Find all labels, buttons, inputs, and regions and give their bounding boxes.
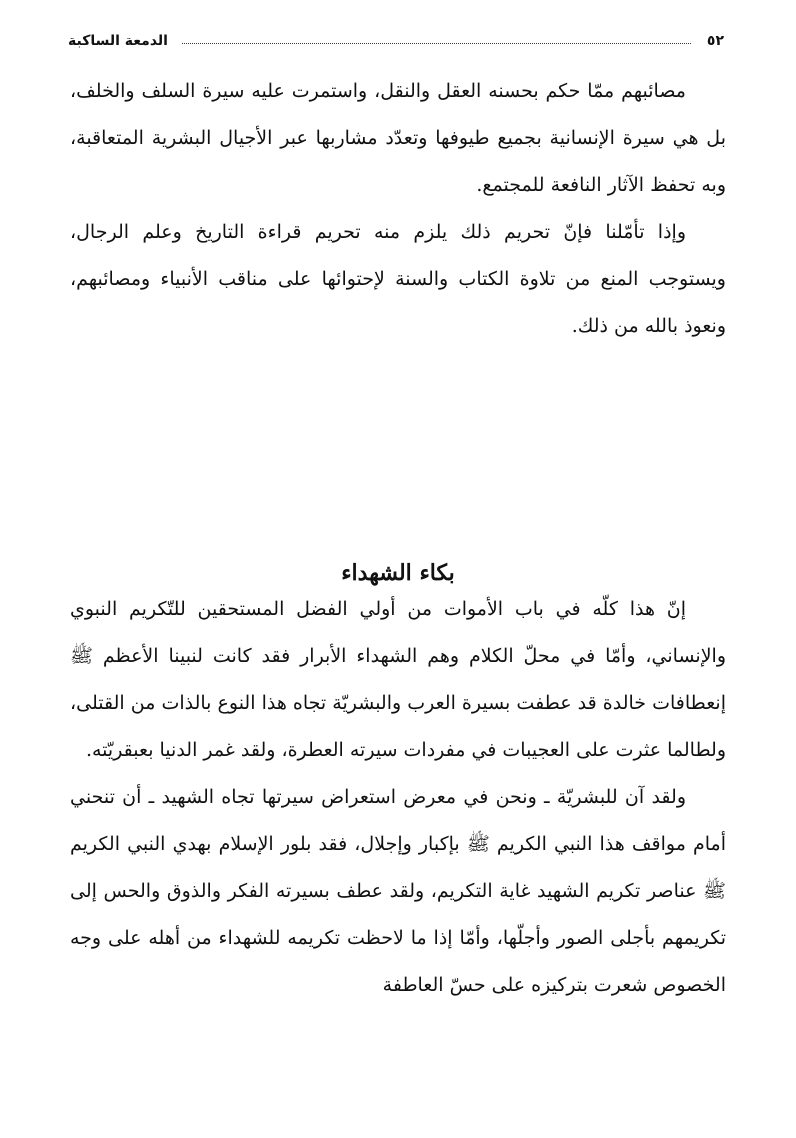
section-body bbox=[70, 586, 726, 1009]
header-dotted-rule bbox=[182, 43, 691, 44]
paragraph: إنّ هذا كلّه في باب الأموات من أولي الفضل المستحقين للتّكريم النبوي والإنساني، وأمّا في محلّ الكلام وهم الشهداء الأبرار فقد كانت لنبينا الأعظم ﷺ إنعطافات خالدة قد عطفت بسيرة العرب والبشريّة تجاه هذا النوع بالذات من القتلى، ولطالما عثرت على العجيبات في مفردات سيرته العطرة، ولقد غمر الدنيا بعبقريّته. bbox=[70, 598, 726, 761]
section-title: بكاء الشهداء bbox=[341, 560, 455, 587]
book-title: الدمعة الساكبة bbox=[68, 33, 168, 49]
running-header bbox=[68, 30, 724, 52]
page-number: ٥٢ bbox=[706, 33, 724, 49]
paragraph: مصائبهم ممّا حكم بحسنه العقل والنقل، واستمرت عليه سيرة السلف والخلف، بل هي سيرة الإنسانية بجميع طيوفها وتعدّد مشاربها عبر الأجيال البشرية المتعاقبة، وبه تحفظ الآثار النافعة للمجتمع. bbox=[70, 80, 726, 196]
paragraph: وإذا تأمّلنا فإنّ تحريم ذلك يلزم منه تحريم قراءة التاريخ وعلم الرجال، ويستوجب المنع من تلاوة الكتاب والسنة لإحتوائها على مناقب الأنبياء ومصائبهم، ونعوذ بالله من ذلك. bbox=[70, 221, 726, 337]
top-text-block bbox=[70, 68, 726, 350]
paragraph: ولقد آن للبشريّة ـ ونحن في معرض استعراض سيرتها تجاه الشهيد ـ أن تنحني أمام مواقف هذا النبي الكريم ﷺ بإكبار وإجلال، فقد بلور الإسلام بهدي النبي الكريم ﷺ عناصر تكريم الشهيد غاية التكريم، ولقد عطف بسيرته الفكر والذوق والحس إلى تكريمهم بأجلى الصور وأجلّها، وأمّا إذا ما لاحظت تكريمه للشهداء من أهله على وجه الخصوص شعرت بتركيزه على حسّ العاطفة bbox=[70, 786, 726, 996]
